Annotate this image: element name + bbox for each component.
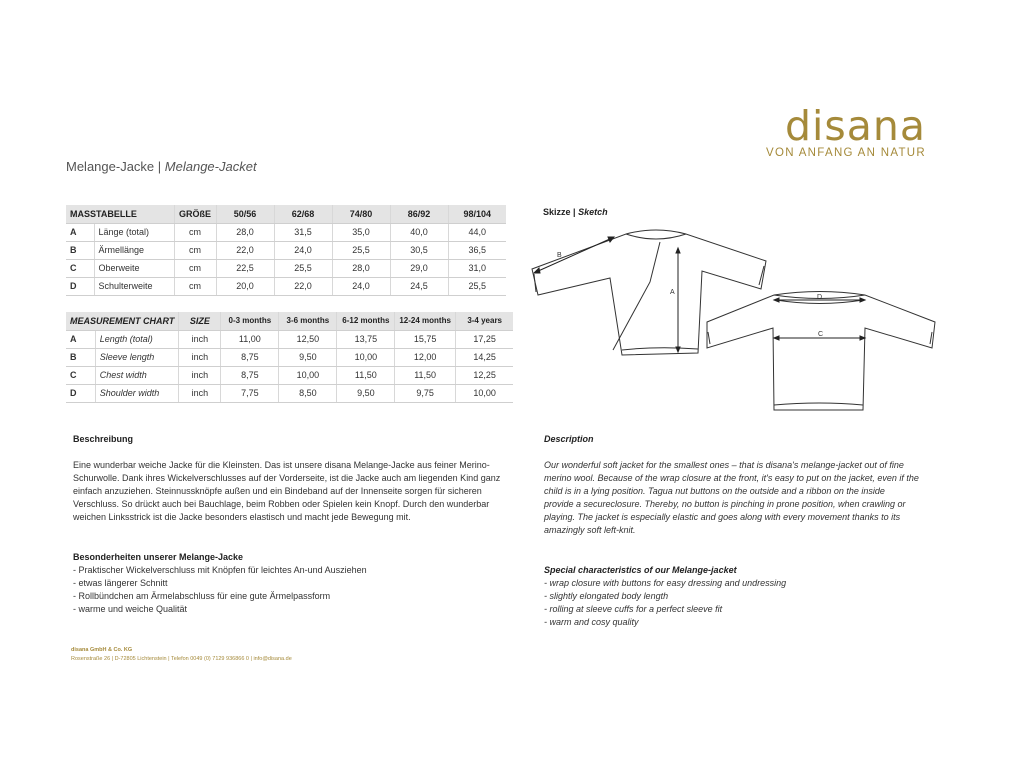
table-row bbox=[66, 223, 506, 241]
table-cell: 14,25 bbox=[455, 348, 513, 366]
list-item: - slightly elongated body length bbox=[544, 591, 669, 601]
brand-name: disana bbox=[784, 102, 926, 150]
table-cell: 15,75 bbox=[395, 330, 456, 348]
table-cell: 9,50 bbox=[279, 348, 337, 366]
table-cell: 28,0 bbox=[216, 223, 274, 241]
table-cell: cm bbox=[174, 259, 216, 277]
table-cell: 8,75 bbox=[221, 366, 279, 384]
table-header-cell: 50/56 bbox=[216, 205, 274, 223]
footer-company: disana GmbH & Co. KG bbox=[71, 647, 133, 653]
table-cell: 25,5 bbox=[332, 241, 390, 259]
table-cell: Sleeve length bbox=[95, 348, 179, 366]
features-de-list bbox=[73, 564, 513, 616]
footer bbox=[71, 646, 292, 664]
table-header-cell: 0-3 months bbox=[221, 312, 279, 330]
measure-label-d: D bbox=[817, 294, 823, 301]
table-cell: 25,5 bbox=[274, 259, 332, 277]
jacket-front-neckline bbox=[626, 230, 686, 234]
table-cell: inch bbox=[179, 330, 221, 348]
table-cell: Length (total) bbox=[95, 330, 179, 348]
table-cell: D bbox=[66, 384, 95, 402]
description-de-line: Verschluss. So drückt auch bei Bauchlage, beim Robben oder Spielen kein Knopf. Durch den wunderbar bbox=[73, 499, 490, 509]
description-en-line: playing. The jacket is especially elastic and goes along with every movement thanks to its bbox=[544, 512, 901, 522]
table-cell: 29,0 bbox=[390, 259, 448, 277]
table-header-cell: 3-6 months bbox=[279, 312, 337, 330]
table-header-row bbox=[66, 312, 513, 330]
measure-label-c: C bbox=[818, 331, 824, 338]
table-cell: 25,5 bbox=[448, 277, 506, 295]
table-cell: 12,25 bbox=[455, 366, 513, 384]
measure-label-b: B bbox=[557, 252, 562, 259]
table-row bbox=[66, 384, 513, 402]
measure-arrow bbox=[774, 336, 779, 340]
measure-arrow bbox=[860, 298, 865, 302]
table-header-cell: 3-4 years bbox=[455, 312, 513, 330]
table-cell: 36,5 bbox=[448, 241, 506, 259]
table-cell: 10,00 bbox=[279, 366, 337, 384]
description-de-line: Eine wunderbar weiche Jacke für die Kleinsten. Das ist unsere disana Melange-Jacke aus feiner Merino- bbox=[73, 460, 490, 470]
table-header-cell: 12-24 months bbox=[395, 312, 456, 330]
table-cell: A bbox=[66, 330, 95, 348]
table-cell: 11,50 bbox=[337, 366, 395, 384]
table-cell: Oberweite bbox=[94, 259, 174, 277]
list-item: - warme und weiche Qualität bbox=[73, 604, 188, 614]
table-header-row bbox=[66, 205, 506, 223]
table-cell: C bbox=[66, 259, 94, 277]
table-row bbox=[66, 348, 513, 366]
measure-arrow bbox=[676, 248, 680, 253]
features-de bbox=[73, 551, 513, 616]
sketch-title bbox=[543, 207, 608, 217]
table-cell: 10,00 bbox=[455, 384, 513, 402]
table-cell: 9,50 bbox=[337, 384, 395, 402]
description-de-line: einfach anzuziehen. Steinnussknöpfe außen und ein Bindeband auf der Innenseite sorgen für sicheren bbox=[73, 486, 482, 496]
description-en-heading: Description bbox=[544, 434, 594, 444]
table-cell: 30,5 bbox=[390, 241, 448, 259]
table-header-cell: MEASUREMENT CHART bbox=[66, 312, 179, 330]
list-item: - rolling at sleeve cuffs for a perfect sleeve fit bbox=[544, 604, 723, 614]
list-item: - Rollbündchen am Ärmelabschluss für eine gute Ärmelpassform bbox=[73, 591, 331, 601]
description-de-line: Schurwolle. Dank ihres Wickelverschlusses auf der Vorderseite, ist die Jacke auch am liegenden Kind ganz bbox=[73, 473, 501, 483]
table-header-cell: GRÖßE bbox=[174, 205, 216, 223]
jacket-sketch bbox=[530, 222, 950, 414]
table-cell: inch bbox=[179, 384, 221, 402]
table-header-cell: MASSTABELLE bbox=[66, 205, 174, 223]
description-de-line: weichen Linksstrick ist die Jacke besonders elastisch und macht jede Bewegung mit. bbox=[73, 512, 411, 522]
table-row bbox=[66, 277, 506, 295]
title-de: Melange-Jacke bbox=[66, 159, 155, 174]
table-cell: cm bbox=[174, 277, 216, 295]
table-cell: Schulterweite bbox=[94, 277, 174, 295]
table-cell: 28,0 bbox=[332, 259, 390, 277]
table-row bbox=[66, 241, 506, 259]
table-cell: 40,0 bbox=[390, 223, 448, 241]
jacket-back-hem bbox=[774, 403, 863, 405]
list-item: - warm and cosy quality bbox=[544, 617, 639, 627]
table-cell: inch bbox=[179, 348, 221, 366]
table-cell: inch bbox=[179, 366, 221, 384]
table-cell: 12,50 bbox=[279, 330, 337, 348]
table-cell: Chest width bbox=[95, 366, 179, 384]
list-item: - Praktischer Wickelverschluss mit Knöpfen für leichtes An-und Ausziehen bbox=[73, 565, 367, 575]
table-row bbox=[66, 259, 506, 277]
features-de-heading: Besonderheiten unserer Melange-Jacke bbox=[73, 552, 244, 562]
table-cell: 24,0 bbox=[332, 277, 390, 295]
table-cell: 9,75 bbox=[395, 384, 456, 402]
measure-arrow bbox=[676, 347, 680, 352]
table-cell: 24,0 bbox=[274, 241, 332, 259]
table-cell: B bbox=[66, 241, 94, 259]
description-en-line: amazingly soft left-knit. bbox=[544, 525, 636, 535]
jacket-back-outline bbox=[707, 295, 935, 410]
features-en bbox=[544, 564, 944, 629]
table-cell: 20,0 bbox=[216, 277, 274, 295]
sketch-title-en: Sketch bbox=[578, 207, 608, 217]
table-cell: cm bbox=[174, 223, 216, 241]
size-table-en bbox=[66, 312, 513, 403]
list-item: - etwas längerer Schnitt bbox=[73, 578, 168, 588]
list-item: - wrap closure with buttons for easy dressing and undressing bbox=[544, 578, 787, 588]
table-cell: 22,0 bbox=[274, 277, 332, 295]
jacket-back-cuff bbox=[930, 332, 932, 344]
table-cell: 31,0 bbox=[448, 259, 506, 277]
table-cell: 13,75 bbox=[337, 330, 395, 348]
measure-arrow bbox=[608, 237, 614, 242]
footer-address: Rosenstraße 26 | D-72805 Lichtenstein | Telefon 0049 (0) 7129 936866 0 | info@disana.de bbox=[71, 656, 292, 662]
table-cell: 22,5 bbox=[216, 259, 274, 277]
measure-arrow bbox=[534, 268, 540, 273]
table-cell: Shoulder width bbox=[95, 384, 179, 402]
table-cell: 24,5 bbox=[390, 277, 448, 295]
page-title bbox=[66, 159, 257, 174]
table-cell: Ärmellänge bbox=[94, 241, 174, 259]
jacket-front-hem bbox=[622, 348, 698, 350]
table-header-cell: SIZE bbox=[179, 312, 221, 330]
table-cell: A bbox=[66, 223, 94, 241]
table-cell: 10,00 bbox=[337, 348, 395, 366]
measure-label-a: A bbox=[670, 289, 675, 296]
measure-arrow bbox=[774, 298, 779, 302]
sketch-title-separator: | bbox=[573, 207, 576, 217]
table-cell: 12,00 bbox=[395, 348, 456, 366]
table-header-cell: 74/80 bbox=[332, 205, 390, 223]
table-cell: 11,00 bbox=[221, 330, 279, 348]
table-cell: 11,50 bbox=[395, 366, 456, 384]
jacket-wrap-line bbox=[613, 242, 660, 350]
table-cell: cm bbox=[174, 241, 216, 259]
sketch-title-de: Skizze bbox=[543, 207, 571, 217]
table-cell: 31,5 bbox=[274, 223, 332, 241]
description-en bbox=[544, 433, 944, 537]
features-en-heading: Special characteristics of our Melange-jacket bbox=[544, 565, 737, 575]
description-de-heading: Beschreibung bbox=[73, 434, 134, 444]
table-cell: B bbox=[66, 348, 95, 366]
table-header-cell: 86/92 bbox=[390, 205, 448, 223]
table-cell: 35,0 bbox=[332, 223, 390, 241]
table-cell: 22,0 bbox=[216, 241, 274, 259]
table-header-cell: 6-12 months bbox=[337, 312, 395, 330]
table-cell: D bbox=[66, 277, 94, 295]
table-cell: Länge (total) bbox=[94, 223, 174, 241]
table-header-cell: 62/68 bbox=[274, 205, 332, 223]
table-cell: 7,75 bbox=[221, 384, 279, 402]
table-header-cell: 98/104 bbox=[448, 205, 506, 223]
table-row bbox=[66, 366, 513, 384]
table-row bbox=[66, 330, 513, 348]
jacket-front-outline bbox=[532, 234, 766, 355]
description-en-line: provide a secureclosure. Thereby, no button is pinching in prone position, when crawling or bbox=[544, 499, 906, 509]
jacket-back-cuff bbox=[708, 332, 710, 344]
description-de bbox=[73, 433, 513, 524]
brand-tagline: VON ANFANG AN NATUR bbox=[766, 147, 926, 159]
brand-logo bbox=[756, 104, 926, 159]
table-cell: 8,75 bbox=[221, 348, 279, 366]
title-en: Melange-Jacket bbox=[164, 159, 257, 174]
description-en-line: Our wonderful soft jacket for the smallest ones – that is disana's melange-jacket out of fine bbox=[544, 460, 904, 470]
table-cell: 17,25 bbox=[455, 330, 513, 348]
table-cell: 8,50 bbox=[279, 384, 337, 402]
table-cell: 44,0 bbox=[448, 223, 506, 241]
size-table-de bbox=[66, 205, 506, 296]
table-cell: C bbox=[66, 366, 95, 384]
features-en-list bbox=[544, 577, 944, 629]
title-separator: | bbox=[157, 159, 162, 174]
description-en-line: merino wool. Because of the wrap closure at the front, it's easy to put on the jacket, even if the bbox=[544, 473, 919, 483]
measure-line-b bbox=[536, 238, 612, 272]
description-en-line: child is in a lying position. Tagua nut buttons on the outside and a ribbon on the inside bbox=[544, 486, 885, 496]
